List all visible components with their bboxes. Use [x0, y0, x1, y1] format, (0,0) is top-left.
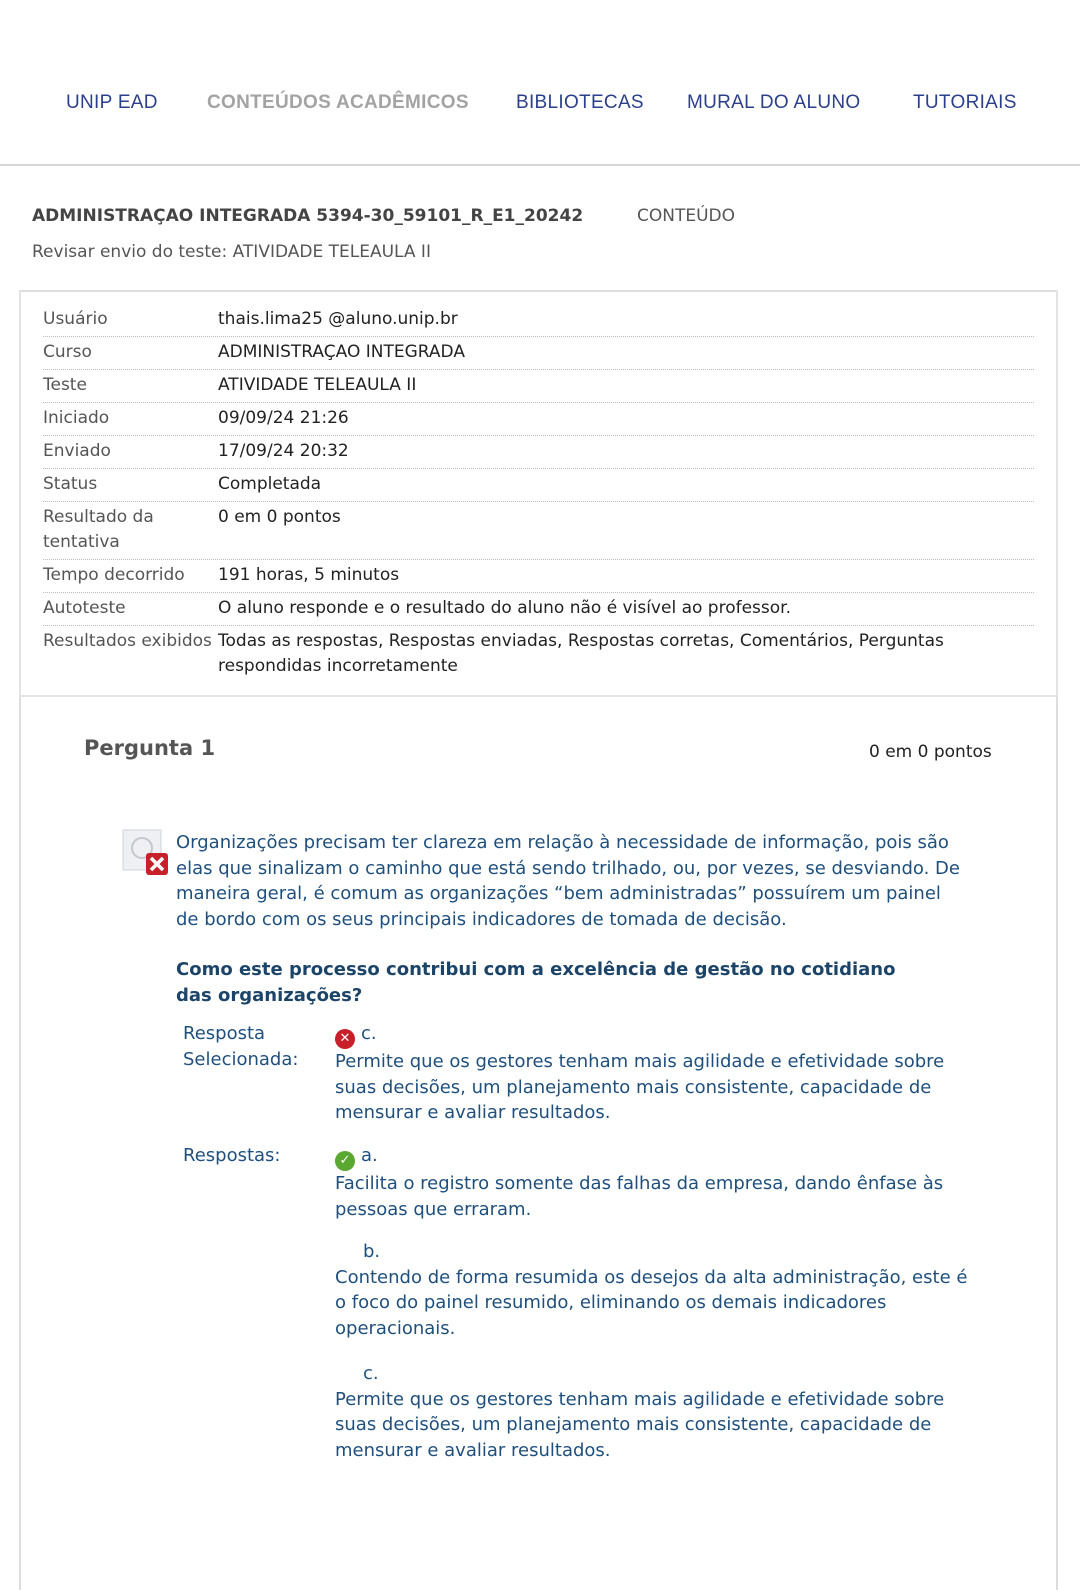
info-row: [43, 370, 1034, 403]
answer-letter: b.: [363, 1241, 381, 1262]
info-row: [43, 469, 1034, 502]
incorrect-question-icon: [122, 828, 170, 876]
info-row: [43, 304, 1034, 337]
nav-conteudos-academicos[interactable]: CONTEÚDOS ACADÊMICOS: [207, 92, 469, 113]
answer-text: Permite que os gestores tenham mais agilidade e efetividade sobre suas decisões, um planejamento mais consistente, capacidade de mensurar e avaliar resultados.: [335, 1388, 945, 1461]
course-title[interactable]: ADMINISTRAÇAO INTEGRADA 5394-30_59101_R_E1_20242: [32, 206, 584, 226]
info-label: Resultados exibidos: [43, 631, 212, 651]
selected-letter: c.: [361, 1023, 377, 1044]
top-nav: [0, 0, 1080, 166]
question-prompt: Como este processo contribui com a excelência de gestão no cotidiano das organizações?: [176, 959, 896, 1006]
answer-option-c: [335, 1361, 975, 1463]
info-label: Teste: [43, 375, 87, 395]
info-label: Curso: [43, 342, 92, 362]
info-label: Iniciado: [43, 408, 110, 428]
answer-letter: c.: [363, 1363, 379, 1384]
info-row: [43, 593, 1034, 626]
info-value: 191 horas, 5 minutos: [218, 565, 400, 585]
selected-answer: [335, 1021, 975, 1126]
content-link[interactable]: CONTEÚDO: [637, 206, 736, 226]
nav-mural-do-aluno[interactable]: MURAL DO ALUNO: [687, 92, 861, 113]
nav-unip-ead[interactable]: UNIP EAD: [66, 92, 158, 113]
correct-icon: ✓: [335, 1151, 355, 1171]
answer-letter: a.: [361, 1145, 378, 1166]
info-row: [43, 502, 1034, 560]
answers-label: Respostas:: [183, 1145, 281, 1166]
answer-option-a: [335, 1143, 975, 1222]
nav-tutoriais[interactable]: TUTORIAIS: [913, 92, 1017, 113]
answer-option-b: [335, 1239, 975, 1341]
info-label: Autoteste: [43, 598, 126, 618]
selected-text: Permite que os gestores tenham mais agilidade e efetividade sobre suas decisões, um planejamento mais consistente, capacidade de mensurar e avaliar resultados.: [335, 1051, 945, 1123]
info-label: Status: [43, 474, 98, 494]
info-row: [43, 337, 1034, 370]
answer-text: Contendo de forma resumida os desejos da alta administração, este é o foco do painel resumido, eliminando os demais indicadores operacionais.: [335, 1266, 968, 1339]
question-title: Pergunta 1: [84, 736, 216, 760]
nav-bibliotecas[interactable]: BIBLIOTECAS: [516, 92, 644, 113]
info-value: 0 em 0 pontos: [218, 507, 341, 527]
info-row: [43, 436, 1034, 469]
info-value: ADMINISTRAÇAO INTEGRADA: [218, 342, 465, 362]
info-row: [43, 626, 1034, 683]
page-subtitle: Revisar envio do teste: ATIVIDADE TELEAULA II: [32, 242, 431, 262]
info-value: 17/09/24 20:32: [218, 441, 349, 461]
info-value: thais.lima25 @aluno.unip.br: [218, 309, 458, 329]
question-points: 0 em 0 pontos: [869, 742, 992, 762]
info-value: O aluno responde e o resultado do aluno não é visível ao professor.: [218, 598, 791, 618]
info-label: Tempo decorrido: [43, 565, 185, 585]
info-label: Enviado: [43, 441, 111, 461]
question-text: Organizações precisam ter clareza em relação à necessidade de informação, pois são elas que sinalizam o caminho que está sendo trilhado, ou, por vezes, se desviando. De maneira geral, é comum as organizações “bem administradas” possuírem um painel de bordo com os seus principais indicadores de tomada de decisão.: [176, 832, 960, 930]
info-value: Completada: [218, 474, 322, 494]
info-value: Todas as respostas, Respostas enviadas, Respostas corretas, Comentários, Perguntas respondidas incorretamente: [218, 631, 944, 676]
info-label: Resultado da tentativa: [43, 507, 154, 552]
info-value: ATIVIDADE TELEAULA II: [218, 375, 417, 395]
info-row: [43, 560, 1034, 593]
incorrect-icon: ✕: [335, 1029, 355, 1049]
info-row: [43, 403, 1034, 436]
answer-text: Facilita o registro somente das falhas da empresa, dando ênfase às pessoas que erraram.: [335, 1173, 944, 1220]
attempt-info-table: [19, 290, 1058, 697]
info-label: Usuário: [43, 309, 108, 329]
selected-answer-label: Resposta Selecionada:: [183, 1023, 299, 1070]
info-value: 09/09/24 21:26: [218, 408, 349, 428]
